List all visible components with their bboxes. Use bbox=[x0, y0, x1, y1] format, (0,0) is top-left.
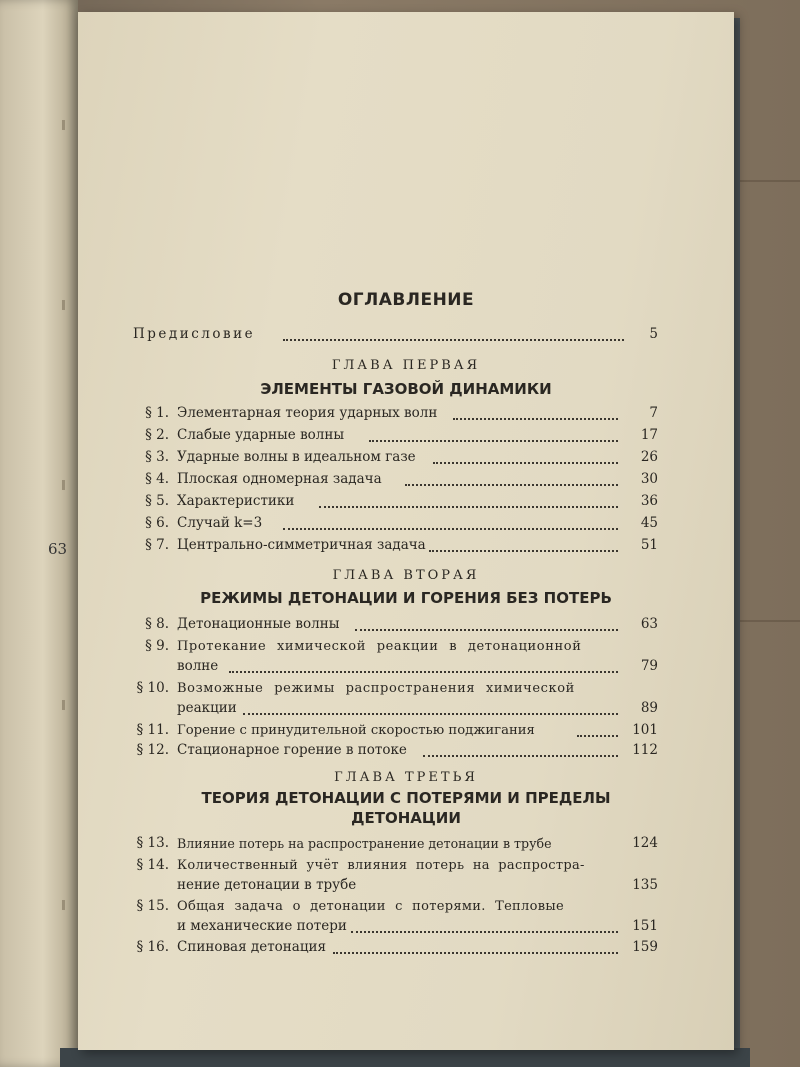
toc-entry[interactable] bbox=[133, 469, 658, 490]
toc-entry[interactable] bbox=[133, 855, 658, 876]
section-title: Ударные волны в идеальном газе bbox=[177, 449, 416, 465]
margin-note: 63 bbox=[48, 540, 68, 558]
toc-entry[interactable] bbox=[133, 937, 658, 958]
chapter-title: РЕЖИМЫ ДЕТОНАЦИИ И ГОРЕНИЯ БЕЗ ПОТЕРЬ bbox=[200, 589, 612, 607]
chapter-label: ГЛАВА ПЕРВАЯ bbox=[331, 358, 481, 373]
dot-leader bbox=[229, 669, 618, 673]
section-title: Стационарное горение в потоке bbox=[177, 742, 407, 758]
left-page bbox=[0, 0, 78, 1067]
dot-leader bbox=[355, 627, 618, 631]
toc-entry[interactable] bbox=[133, 403, 658, 424]
dot-leader bbox=[283, 526, 618, 530]
dot-leader bbox=[433, 460, 618, 464]
dot-leader bbox=[577, 733, 618, 737]
dot-leader bbox=[429, 548, 618, 552]
section-title: Горение с принудительной скоростью поджигания bbox=[177, 723, 535, 738]
toc-page-number: 112 bbox=[632, 742, 658, 758]
toc-entry-continued[interactable] bbox=[133, 656, 658, 677]
stitch bbox=[62, 120, 65, 130]
section-title: Протекание химической реакции в детонационной bbox=[177, 639, 582, 654]
toc-entry[interactable] bbox=[133, 535, 658, 556]
section-title: Общая задача о детонации с потерями. Тепловые bbox=[177, 899, 564, 914]
section-title: Возможные режимы распространения химической bbox=[177, 681, 575, 696]
chapter-title: ЭЛЕМЕНТЫ ГАЗОВОЙ ДИНАМИКИ bbox=[260, 380, 552, 398]
toc-page-number: 151 bbox=[632, 918, 658, 934]
chapter-label: ГЛАВА ВТОРАЯ bbox=[332, 568, 480, 583]
toc-entry-continued[interactable] bbox=[133, 698, 658, 719]
dot-leader bbox=[405, 482, 618, 486]
toc-entry[interactable] bbox=[133, 720, 658, 741]
dot-leader bbox=[351, 929, 618, 933]
dot-leader bbox=[423, 753, 618, 757]
toc-preface[interactable] bbox=[133, 324, 658, 345]
toc-page-number: 79 bbox=[640, 658, 658, 674]
toc-entry[interactable] bbox=[133, 614, 658, 635]
toc-page-number: 30 bbox=[640, 471, 658, 487]
section-title: Случай k=3 bbox=[177, 515, 263, 531]
toc-entry[interactable] bbox=[133, 636, 658, 657]
toc-page-number: 45 bbox=[640, 515, 658, 531]
dot-leader bbox=[243, 711, 618, 715]
dot-leader bbox=[333, 950, 618, 954]
toc-page-number: 159 bbox=[632, 939, 658, 955]
section-title: Количественный учёт влияния потерь на распростра- bbox=[177, 858, 585, 873]
section-title: Плоская одномерная задача bbox=[177, 471, 382, 487]
chapter-title: ТЕОРИЯ ДЕТОНАЦИИ С ПОТЕРЯМИ И ПРЕДЕЛЫ bbox=[201, 789, 611, 807]
dot-leader bbox=[319, 504, 618, 508]
section-number: § 11. bbox=[136, 722, 169, 738]
toc-page-number: 101 bbox=[632, 722, 658, 738]
section-number: § 5. bbox=[145, 493, 169, 509]
section-title-continued: нение детонации в трубе bbox=[177, 877, 357, 893]
toc-page-number: 89 bbox=[640, 700, 658, 716]
stitch bbox=[62, 700, 65, 710]
toc-page-number: 7 bbox=[649, 405, 658, 421]
toc-page-number: 51 bbox=[640, 537, 658, 553]
toc-title: ОГЛАВЛЕНИЕ bbox=[337, 290, 475, 310]
section-title-continued: реакции bbox=[177, 700, 237, 716]
toc-entry[interactable] bbox=[133, 425, 658, 446]
section-number: § 14. bbox=[136, 857, 169, 873]
section-title-continued: и механические потери bbox=[177, 918, 347, 934]
toc-entry[interactable] bbox=[133, 678, 658, 699]
section-number: § 9. bbox=[145, 638, 169, 654]
section-title: Элементарная теория ударных волн bbox=[177, 405, 438, 421]
dot-leader bbox=[283, 337, 624, 341]
stitch bbox=[62, 300, 65, 310]
section-number: § 8. bbox=[145, 616, 169, 632]
section-title: Детонационные волны bbox=[177, 616, 340, 632]
toc-entry[interactable] bbox=[133, 896, 658, 917]
toc-page-number: 26 bbox=[640, 449, 658, 465]
section-number: § 16. bbox=[136, 939, 169, 955]
section-number: § 2. bbox=[145, 427, 169, 443]
toc-entry-continued[interactable] bbox=[133, 916, 658, 937]
section-number: § 6. bbox=[145, 515, 169, 531]
dot-leader bbox=[369, 438, 618, 442]
chapter-title-continued: ДЕТОНАЦИИ bbox=[351, 809, 461, 827]
toc-page-number: 5 bbox=[649, 326, 658, 342]
section-number: § 3. bbox=[145, 449, 169, 465]
section-number: § 13. bbox=[136, 835, 169, 851]
toc-page-number: 135 bbox=[632, 877, 658, 893]
stitch bbox=[62, 480, 65, 490]
toc-entry[interactable] bbox=[133, 513, 658, 534]
section-number: § 12. bbox=[136, 742, 169, 758]
book-page bbox=[78, 12, 734, 1050]
stitch bbox=[62, 900, 65, 910]
section-title: Влияние потерь на распространение детонации в трубе bbox=[177, 836, 552, 851]
section-title: Спиновая детонация bbox=[177, 939, 327, 955]
toc-page-number: 17 bbox=[640, 427, 658, 443]
toc-page-number: 63 bbox=[640, 616, 658, 632]
book-cover-bottom bbox=[60, 1048, 750, 1067]
dot-leader bbox=[453, 416, 618, 420]
toc-entry[interactable] bbox=[133, 740, 658, 761]
toc-entry-continued[interactable] bbox=[133, 875, 658, 896]
chapter-label: ГЛАВА ТРЕТЬЯ bbox=[334, 770, 478, 785]
section-title: Слабые ударные волны bbox=[177, 427, 345, 443]
toc-entry[interactable] bbox=[133, 833, 658, 854]
section-title: Характеристики bbox=[177, 493, 295, 509]
section-number: § 7. bbox=[145, 537, 169, 553]
toc-entry[interactable] bbox=[133, 491, 658, 512]
section-number: § 10. bbox=[136, 680, 169, 696]
section-title: Центрально-симметричная задача bbox=[177, 537, 426, 553]
section-number: § 1. bbox=[145, 405, 169, 421]
section-title-continued: волне bbox=[177, 658, 219, 674]
toc-page-number: 124 bbox=[632, 835, 658, 851]
section-number: § 4. bbox=[145, 471, 169, 487]
section-number: § 15. bbox=[136, 898, 169, 914]
toc-preface-label: Предисловие bbox=[133, 326, 256, 342]
book-cover-edge bbox=[734, 18, 740, 1048]
toc-page-number: 36 bbox=[640, 493, 658, 509]
toc-entry[interactable] bbox=[133, 447, 658, 468]
table-of-contents bbox=[78, 12, 734, 1050]
